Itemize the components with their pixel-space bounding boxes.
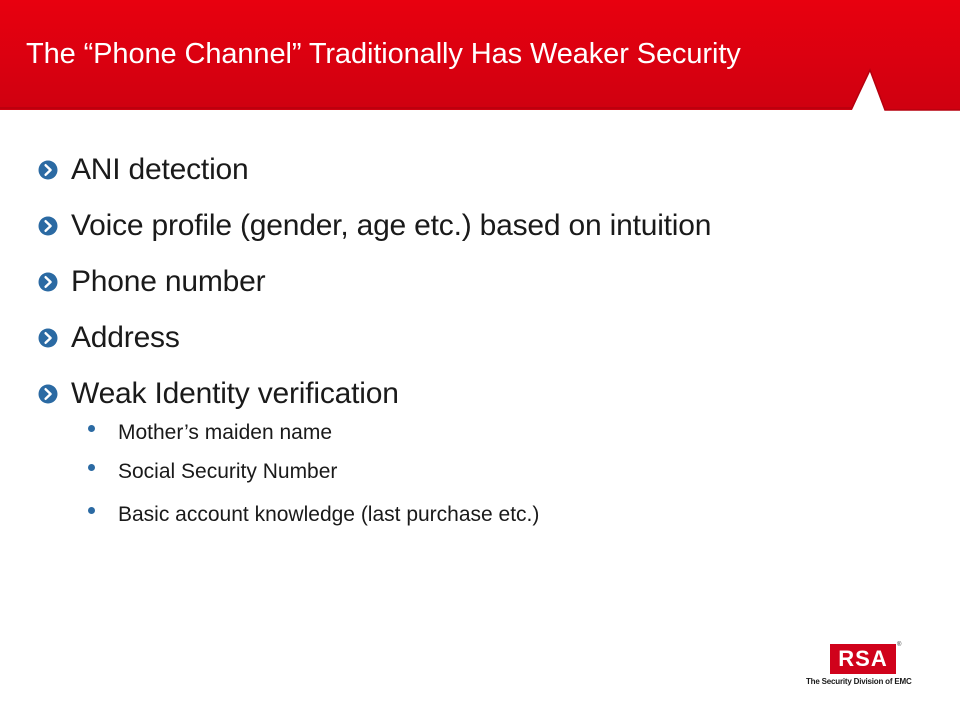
sub-bullet-item — [88, 418, 332, 448]
bullet-text: Address — [71, 321, 180, 354]
bullet-dot-icon — [88, 507, 95, 514]
logo-tagline: The Security Division of EMC — [806, 677, 912, 686]
bullet-item — [38, 318, 180, 358]
bullet-text: Voice profile (gender, age etc.) based on intuition — [71, 209, 712, 242]
rsa-logo — [806, 644, 942, 694]
sub-bullet-text: Social Security Number — [118, 460, 338, 483]
bullet-text: ANI detection — [71, 153, 249, 186]
sub-bullet-item — [88, 457, 337, 487]
bullet-dot-icon — [88, 464, 95, 471]
sub-bullet-item — [88, 500, 539, 530]
bullet-item — [38, 374, 399, 414]
bullet-dot-icon — [88, 425, 95, 432]
sub-bullet-text: Basic account knowledge (last purchase etc.) — [118, 503, 540, 526]
trademark-symbol: ® — [897, 642, 902, 648]
bullet-text: Phone number — [71, 265, 266, 298]
sub-bullet-text: Mother’s maiden name — [118, 421, 332, 444]
chevron-right-circle-icon — [38, 272, 58, 292]
rsa-logo-letters: RSA — [838, 646, 888, 671]
bullet-item — [38, 150, 249, 190]
chevron-right-circle-icon — [38, 328, 58, 348]
bullet-item — [38, 206, 711, 246]
chevron-right-circle-icon — [38, 216, 58, 236]
bullet-item — [38, 262, 265, 302]
chevron-right-circle-icon — [38, 384, 58, 404]
bullet-text: Weak Identity verification — [71, 377, 399, 410]
chevron-right-circle-icon — [38, 160, 58, 180]
slide-title: The “Phone Channel” Traditionally Has Weaker Security — [26, 38, 741, 70]
